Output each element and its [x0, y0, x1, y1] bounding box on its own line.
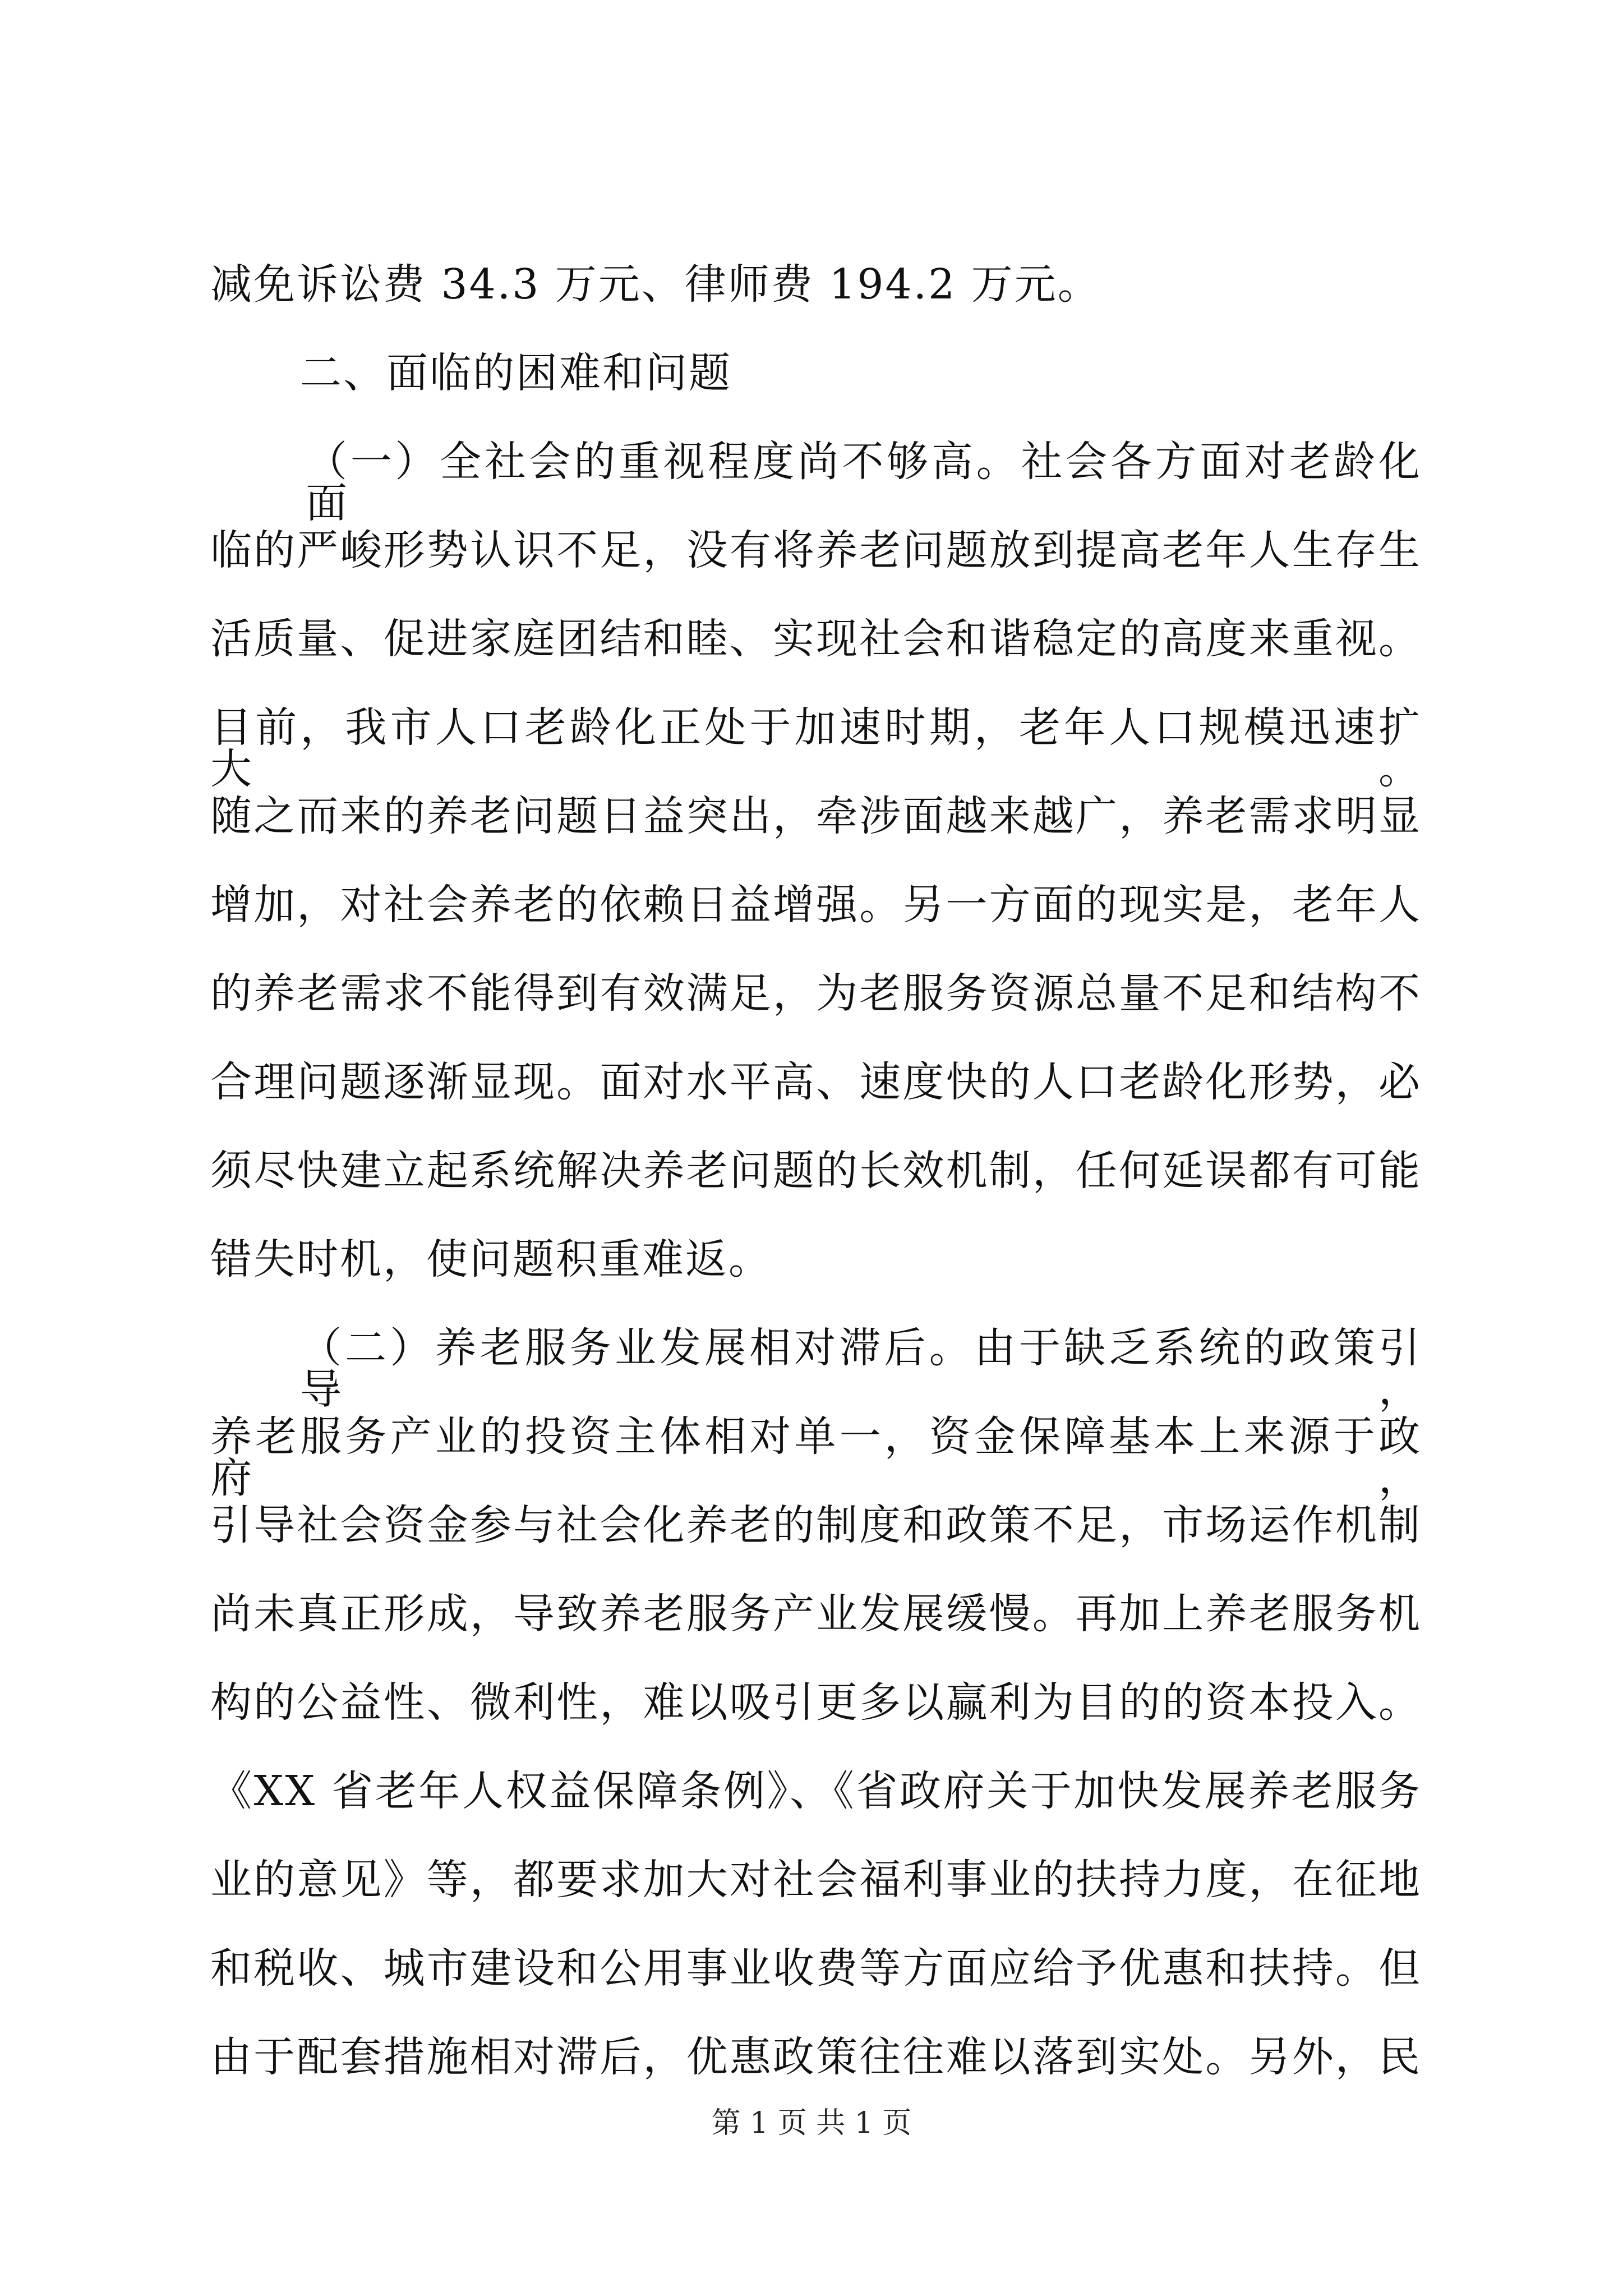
- page-footer: 第 1 页 共 1 页: [711, 2106, 912, 2140]
- text-line: 构的公益性、微利性，难以吸引更多以赢利为目的的资本投入。: [210, 1678, 1422, 1727]
- text-line: 业的意见》等，都要求加大对社会福利事业的扶持力度，在征地: [210, 1856, 1422, 1904]
- text-line: 随之而来的养老问题日益突出，牵涉面越来越广，养老需求明显: [210, 792, 1422, 840]
- text-line: （二）养老服务业发展相对滞后。由于缺乏系统的政策引导，: [300, 1324, 1422, 1414]
- text-line: 错失时机，使问题积重难返。: [210, 1235, 772, 1283]
- text-line: 尚未真正形成，导致养老服务产业发展缓慢。再加上养老服务机: [210, 1590, 1422, 1638]
- text-line: 和税收、城市建设和公用事业收费等方面应给予优惠和扶持。但: [210, 1944, 1422, 1993]
- text-line: 养老服务产业的投资主体相对单一，资金保障基本上来源于政府，: [210, 1412, 1422, 1502]
- text-line: 合理问题逐渐显现。面对水平高、速度快的人口老龄化形势，必: [210, 1058, 1422, 1106]
- document-body: [210, 260, 1422, 2125]
- text-line: 临的严峻形势认识不足，没有将养老问题放到提高老年人生存生: [210, 526, 1422, 574]
- text-line: （一）全社会的重视程度尚不够高。社会各方面对老龄化面: [306, 438, 1422, 527]
- section-heading: 二、面临的困难和问题: [300, 349, 732, 397]
- text-line: 《XX 省老年人权益保障条例》、《省政府关于加快发展养老服务: [210, 1767, 1422, 1815]
- text-line: 减免诉讼费 34.3 万元、律师费 194.2 万元。: [210, 260, 1101, 309]
- text-line: 增加，对社会养老的依赖日益增强。另一方面的现实是，老年人: [210, 881, 1422, 929]
- text-line: 由于配套措施相对滞后，优惠政策往往难以落到实处。另外，民: [210, 2033, 1422, 2081]
- text-line: 须尽快建立起系统解决养老问题的长效机制，任何延误都有可能: [210, 1147, 1422, 1195]
- text-line: 引导社会资金参与社会化养老的制度和政策不足，市场运作机制: [210, 1501, 1422, 1549]
- text-line: 目前，我市人口老龄化正处于加速时期，老年人口规模迅速扩大。: [210, 703, 1422, 793]
- text-line: 活质量、促进家庭团结和睦、实现社会和谐稳定的高度来重视。: [210, 615, 1422, 663]
- text-line: 的养老需求不能得到有效满足，为老服务资源总量不足和结构不: [210, 969, 1422, 1018]
